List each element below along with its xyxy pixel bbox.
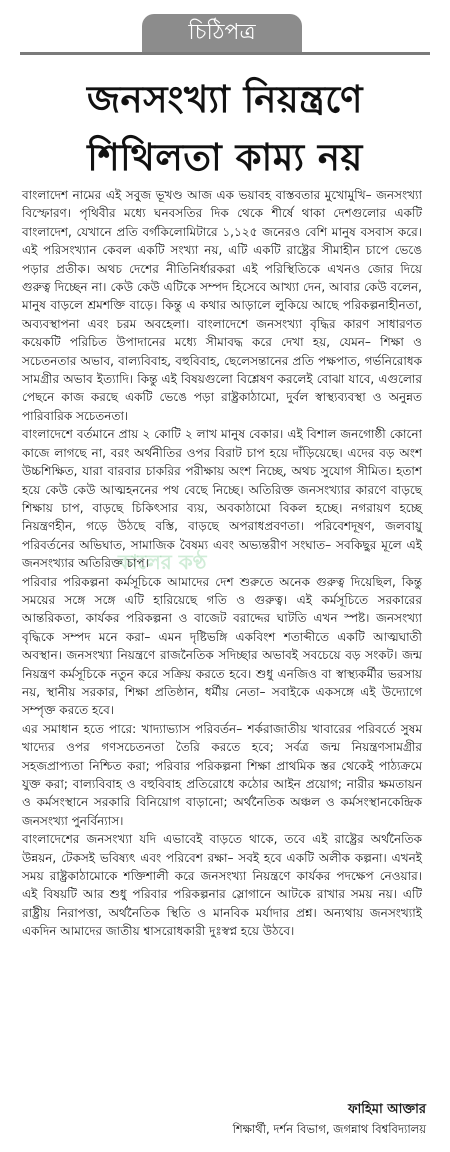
headline	[20, 70, 430, 186]
headline-line-1: জনসংখ্যা নিয়ন্ত্রণে	[86, 77, 364, 121]
article-paragraph-2: বাংলাদেশে বর্তমানে প্রায় ২ কোটি ২ লাখ মানুষ বেকার। এই বিশাল জনগোষ্ঠী কোনো কাজে লাগছে না, বরং অর্থনীতির ওপর বিরাট চাপ হয়ে দাঁড়িয়েছে। এদের বড় অংশ উচ্চশিক্ষিত, যারা বারবার চাকরির পরীক্ষায় অংশ নিচ্ছে, অথচ সুযোগ সীমিত। হতাশ হয়ে কেউ কেউ আত্মহননের পথ বেছে নিচ্ছে। অতিরিক্ত জনসংখ্যার কারণে বাড়ছে শিক্ষায় চাপ, বাড়ছে চিকিৎসার ব্যয়, অবকাঠামো বিকল হচ্ছে। নগরায়ণ হচ্ছে নিয়ন্ত্রণহীন, গড়ে উঠছে বস্তি, বাড়ছে অপরাধপ্রবণতা। পরিবেশদূষণ, জলবায়ু পরিবর্তনের অভিঘাত, সামাজিক বৈষম্য এবং অভ্যন্তরীণ সংঘাত– সবকিছুর মূলে এই জনসংখ্যার অতিরিক্ত চাপ।	[22, 427, 422, 571]
author-block	[233, 1100, 426, 1138]
section-label: চিঠিপত্র	[142, 14, 302, 52]
article-paragraph-3: পরিবার পরিকল্পনা কর্মসূচিকে আমাদের দেশ শুরুতে অনেক গুরুত্ব দিয়েছিল, কিন্তু সময়ের সঙ্গে সঙ্গে এটি হারিয়েছে গতি ও গুরুত্ব। এই কর্মসূচিতে সরকারের আন্তরিকতা, কার্যকর পরিকল্পনা ও বাজেট বরাদ্দের ঘাটতি এখন স্পষ্ট। জনসংখ্যা বৃদ্ধিকে সম্পদ মনে করা– এমন দৃষ্টিভঙ্গি একবিংশ শতাব্দীতে একটি আত্মঘাতী অবস্থান। জনসংখ্যা নিয়ন্ত্রণে রাজনৈতিক সদিচ্ছার অভাবই সবচেয়ে বড় সংকট। জন্ম নিয়ন্ত্রণ কর্মসূচিকে নতুন করে সক্রিয় করতে হবে। শুধু এনজিও বা স্বাস্থ্যকর্মীর ভরসায় নয়, স্থানীয় সরকার, শিক্ষা প্রতিষ্ঠান, ধর্মীয় নেতা– সবাইকে একসঙ্গে এই উদ্যোগে সম্পৃক্ত করতে হবে।	[22, 574, 422, 718]
article-paragraph-1: বাংলাদেশ নামের এই সবুজ ভূখণ্ড আজ এক ভয়াবহ বাস্তবতার মুখোমুখি– জনসংখ্যা বিস্ফোরণ। পৃথিবীর মধ্যে ঘনবসতির দিক থেকে শীর্ষে থাকা দেশগুলোর একটি বাংলাদেশ, যেখানে প্রতি বর্গকিলোমিটারে ১,১২৫ জনেরও বেশি মানুষ বসবাস করে। এই পরিসংখ্যান কেবল একটি সংখ্যা নয়, এটি একটি রাষ্ট্রের সীমাহীন চাপে ভেঙে পড়ার প্রতীক। অথচ দেশের নীতিনির্ধারকরা এই পরিস্থিতিকে এখনও জোর দিয়ে গুরুত্ব দিচ্ছেন না। কেউ কেউ এটিকে সম্পদ হিসেবে আখ্যা দেন, আবার কেউ বলেন, মানুষ বাড়লে শ্রমশক্তি বাড়ে। কিন্তু এ কথার আড়ালে লুকিয়ে আছে পরিকল্পনাহীনতা, অব্যবস্থাপনা এবং চরম অবহেলা। বাংলাদেশে জনসংখ্যা বৃদ্ধির কারণ সাধারণত কয়েকটি পরিচিত উপাদানের মধ্যে সীমাবদ্ধ করে দেখা হয়, যেমন– শিক্ষা ও সচেতনতার অভাব, বাল্যবিবাহ, বহুবিবাহ, ছেলেসন্তানের প্রতি পক্ষপাত, গর্ভনিরোধক সামগ্রীর অভাব ইত্যাদি। কিন্তু এই বিষয়গুলো বিশ্লেষণ করলেই বোঝা যাবে, এগুলোর পেছনে কাজ করছে একটি ভেঙে পড়া রাষ্ট্রকাঠামো, দুর্বল স্বাস্থ্যব্যবস্থা ও অনুন্নত পারিবারিক সচেতনতা।	[22, 188, 422, 423]
article-paragraph-4: এর সমাধান হতে পারে: খাদ্যাভ্যাস পরিবর্তন– শর্করাজাতীয় খাবারের পরিবর্তে সুষম খাদ্যের ওপর গণসচেতনতা তৈরি করতে হবে; সর্বত্র জন্ম নিয়ন্ত্রণসামগ্রীর সহজপ্রাপ্যতা নিশ্চিত করা; পরিবার পরিকল্পনা শিক্ষা প্রাথমিক স্তর থেকেই পাঠ্যক্রমে যুক্ত করা; বাল্যবিবাহ ও বহুবিবাহ প্রতিরোধে কঠোর আইন প্রয়োগ; নারীর ক্ষমতায়ন ও কর্মসংস্থানে সরকারি বিনিয়োগ বাড়ানো; অর্থনৈতিক অঞ্চল ও কর্মসংস্থানকেন্দ্রিক জনসংখ্যা পুনর্বিন্যাস।	[22, 721, 422, 828]
headline-line-2: শিথিলতা কাম্য নয়	[87, 135, 363, 179]
watermark: কালের কণ্ঠ	[118, 550, 207, 574]
article-paragraph-5: বাংলাদেশের জনসংখ্যা যদি এভাবেই বাড়তে থাকে, তবে এই রাষ্ট্রের অর্থনৈতিক উন্নয়ন, টেকসই ভবিষ্যৎ এবং পরিবেশ রক্ষা– সবই হবে একটি অলীক কল্পনা। এখনই সময় রাষ্ট্রকাঠামোকে শক্তিশালী করে জনসংখ্যা নিয়ন্ত্রণে কার্যকর পদক্ষেপ নেওয়ার। এই বিষয়টি আর শুধু পরিবার পরিকল্পনার স্লোগানে আটকে রাখার সময় নয়। এটি রাষ্ট্রীয় নিরাপত্তা, অর্থনৈতিক স্থিতি ও মানবিক মর্যাদার প্রশ্ন। অন্যথায় জনসংখ্যাই একদিন আমাদের জাতীয় শ্বাসরোধকারী দুঃস্বপ্ন হয়ে উঠবে।	[22, 832, 422, 939]
section-rule	[20, 52, 430, 55]
author-name: ফাহিমা আক্তার	[347, 1102, 426, 1117]
article-body	[22, 186, 422, 941]
author-affiliation: শিক্ষার্থী, দর্শন বিভাগ, জগন্নাথ বিশ্ববিদ্যালয়	[232, 1122, 426, 1136]
